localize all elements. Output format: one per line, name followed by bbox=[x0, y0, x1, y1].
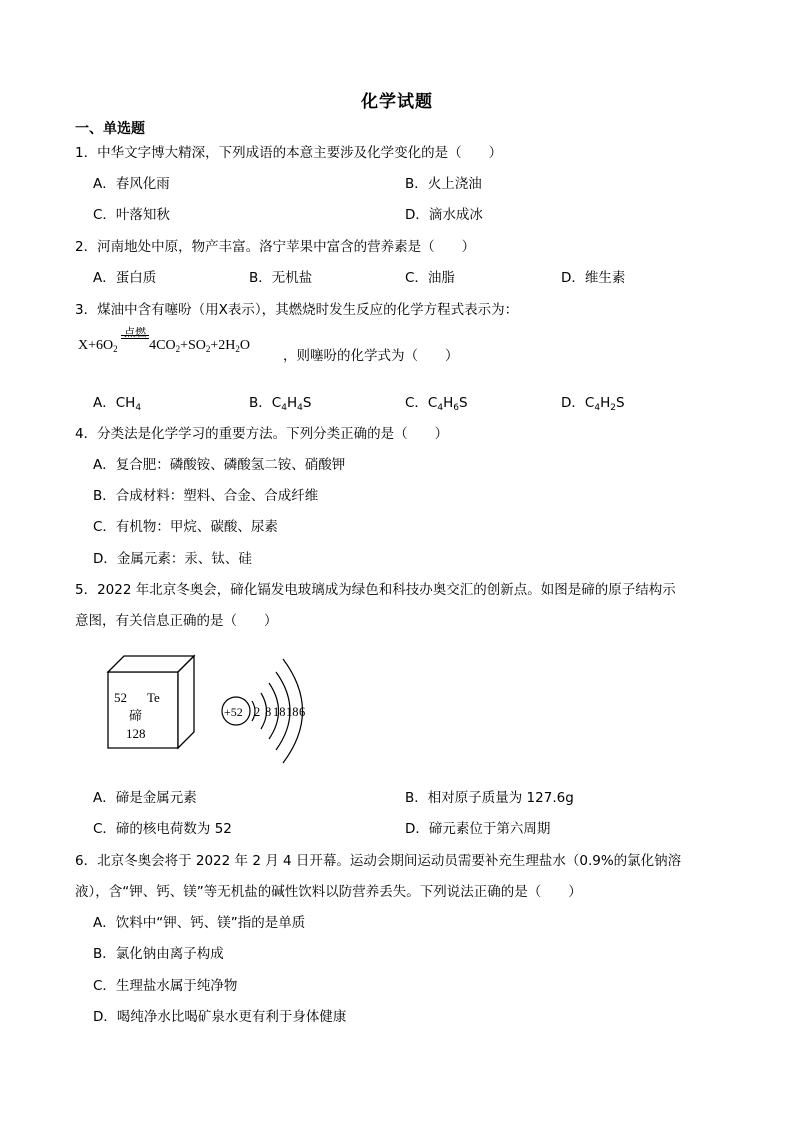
question-2-option-b: B．无机盐 bbox=[249, 270, 313, 286]
question-4-stem: 4．分类法是化学学习的重要方法。下列分类正确的是（ ） bbox=[75, 426, 449, 442]
question-5-stem-line-2: 意图，有关信息正确的是（ ） bbox=[75, 613, 278, 629]
atomic-number: 52 bbox=[114, 690, 127, 705]
question-3-stem: 3．煤油中含有噻吩（用X表示），其燃烧时发生反应的化学方程式表示为： bbox=[75, 302, 519, 318]
equation-reactants: X+6O bbox=[78, 338, 114, 353]
equation-product-3: +2H bbox=[210, 338, 236, 353]
question-2-option-c: C．油脂 bbox=[405, 270, 455, 286]
question-1-stem: 1．中华文字博大精深，下列成语的本意主要涉及化学变化的是（ ） bbox=[75, 145, 503, 161]
shell-electrons-2: 8 bbox=[265, 705, 272, 719]
nucleus-charge: +52 bbox=[224, 705, 243, 719]
atomic-structure-diagram bbox=[222, 659, 305, 763]
question-1-option-d: D．滴水成冰 bbox=[405, 207, 483, 223]
question-2-option-d: D．维生素 bbox=[561, 270, 626, 286]
shell-electrons-1: 2 bbox=[254, 705, 261, 719]
reaction-condition bbox=[121, 326, 149, 356]
question-4-option-d: D．金属元素：汞、钛、硅 bbox=[93, 551, 252, 567]
atomic-mass: 128 bbox=[126, 726, 146, 741]
page-title: 化学试题 bbox=[361, 92, 433, 112]
shell-electrons-3: 18 bbox=[273, 705, 286, 719]
tellurium-figure bbox=[100, 650, 330, 780]
question-5-option-c: C．碲的核电荷数为 52 bbox=[93, 821, 232, 837]
condition-label: 点燃 bbox=[124, 326, 147, 339]
question-3-option-a: A．$CH_4$ bbox=[93, 395, 142, 413]
question-5-option-d: D．碲元素位于第六周期 bbox=[405, 821, 551, 837]
question-4-option-b: B．合成材料：塑料、合金、合成纤维 bbox=[93, 488, 319, 504]
element-name: 碲 bbox=[129, 709, 143, 724]
question-1-option-a: A．春风化雨 bbox=[93, 176, 170, 192]
section-heading: 一、单选题 bbox=[75, 121, 145, 137]
question-5-option-a: A．碲是金属元素 bbox=[93, 790, 197, 806]
chemical-equation: $X+6O_2$ 点燃 $4CO_2+SO_2+2H_2O$ bbox=[78, 336, 250, 356]
question-5-option-b: B．相对原子质量为 127.6g bbox=[405, 790, 574, 806]
question-1-option-c: C．叶落知秋 bbox=[93, 207, 170, 223]
question-2-option-a: A．蛋白质 bbox=[93, 270, 157, 286]
question-3-option-c: C．$C_4H_6S$ bbox=[405, 395, 468, 413]
periodic-table-cell bbox=[108, 656, 194, 748]
equation-product-1: 4CO bbox=[149, 338, 176, 353]
element-symbol: Te bbox=[147, 690, 160, 705]
question-1-option-b: B．火上浇油 bbox=[405, 176, 482, 192]
question-6-option-a: A．饮料中“钾、钙、镁”指的是单质 bbox=[93, 915, 306, 931]
question-6-option-b: B．氯化钠由离子构成 bbox=[93, 946, 224, 962]
question-6-stem-line-2: 液），含“钾、钙、镁”等无机盐的碱性饮料以防营养丢失。下列说法正确的是（ ） bbox=[75, 884, 582, 900]
question-6-stem-line-1: 6．北京冬奥会将于 2022 年 2 月 4 日开幕。运动会期间运动员需要补充生理盐水（0.9%的氯化钠溶 bbox=[75, 853, 682, 869]
question-6-option-c: C．生理盐水属于纯净物 bbox=[93, 978, 238, 994]
question-4-option-a: A．复合肥：磷酸铵、磷酸氢二铵、硝酸钾 bbox=[93, 457, 346, 473]
question-3-option-d: D．$C_4H_2S$ bbox=[561, 395, 625, 413]
shell-electrons-4: 18 bbox=[286, 705, 299, 719]
shell-electrons-5: 6 bbox=[299, 705, 306, 719]
question-4-option-c: C．有机物：甲烷、碳酸、尿素 bbox=[93, 519, 278, 535]
equation-product-2: +SO bbox=[180, 338, 206, 353]
question-6-option-d: D．喝纯净水比喝矿泉水更有利于身体健康 bbox=[93, 1009, 347, 1025]
question-3-tail: ，则噻吩的化学式为（ ） bbox=[283, 348, 459, 364]
question-5-stem-line-1: 5．2022 年北京冬奥会，碲化镉发电玻璃成为绿色和科技办奥交汇的创新点。如图是碲的原子结构示 bbox=[75, 582, 676, 598]
question-3-option-b: B．$C_4H_4S$ bbox=[249, 395, 312, 413]
question-2-stem: 2．河南地处中原，物产丰富。洛宁苹果中富含的营养素是（ ） bbox=[75, 239, 476, 255]
